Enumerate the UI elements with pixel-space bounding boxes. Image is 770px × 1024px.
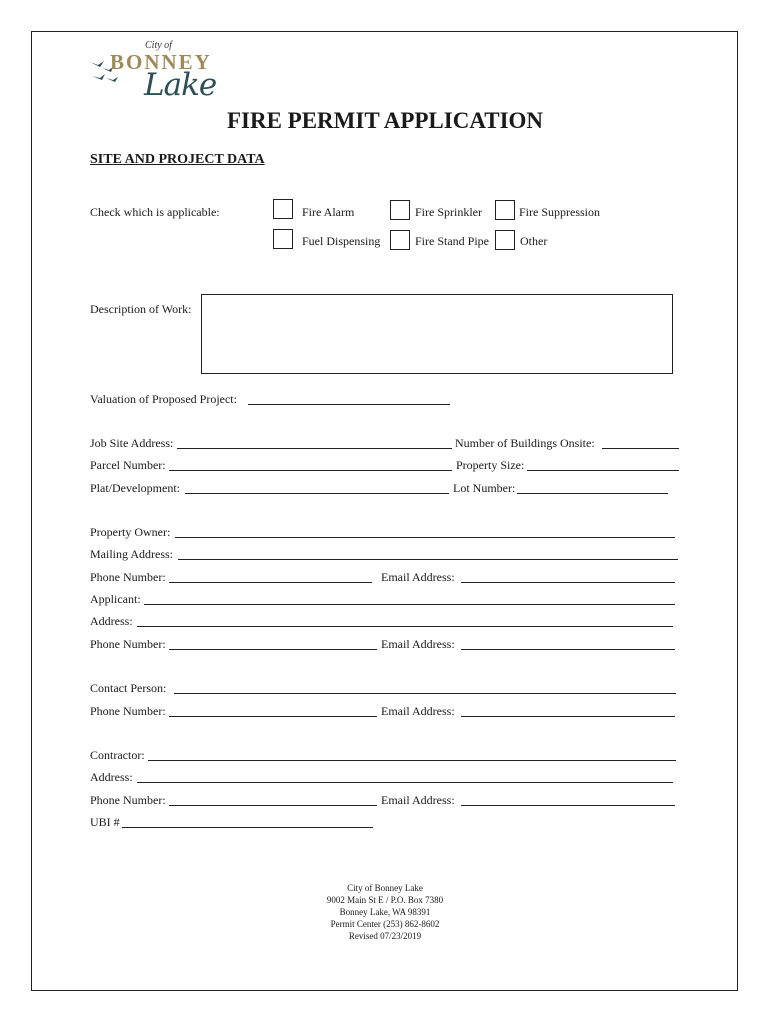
contractor-phone-field[interactable] <box>169 805 377 806</box>
form-page-border <box>31 31 738 991</box>
footer-line: 9002 Main St E / P.O. Box 7380 <box>326 895 444 905</box>
footer-line: Bonney Lake, WA 98391 <box>339 907 431 917</box>
footer <box>0 882 770 942</box>
contractor-address-field[interactable] <box>137 782 673 783</box>
checkbox-fire-suppression-label: Fire Suppression <box>519 205 600 219</box>
checkbox-fuel-dispensing[interactable] <box>273 229 293 249</box>
applicant-field[interactable] <box>144 604 675 605</box>
contact-email-label: Email Address: <box>381 704 455 718</box>
contact-email-field[interactable] <box>461 716 675 717</box>
owner-phone-label: Phone Number: <box>90 570 166 584</box>
property-owner-label: Property Owner: <box>90 525 171 539</box>
owner-email-field[interactable] <box>461 582 675 583</box>
checkbox-fire-alarm[interactable] <box>273 199 293 219</box>
mailing-address-label: Mailing Address: <box>90 547 173 561</box>
property-size-label: Property Size: <box>456 458 525 472</box>
applicant-address-field[interactable] <box>137 626 673 627</box>
valuation-label: Valuation of Proposed Project: <box>90 392 237 406</box>
applicant-phone-field[interactable] <box>169 649 377 650</box>
applicant-phone-label: Phone Number: <box>90 637 166 651</box>
ubi-label: UBI # <box>90 815 120 829</box>
footer-line: Permit Center (253) 862-8602 <box>330 919 440 929</box>
checkbox-fire-alarm-label: Fire Alarm <box>302 205 355 219</box>
job-site-address-field[interactable] <box>177 448 452 449</box>
contact-phone-field[interactable] <box>169 716 377 717</box>
lot-number-field[interactable] <box>517 493 668 494</box>
logo-city-of: City of <box>145 40 172 51</box>
applicant-email-field[interactable] <box>461 649 675 650</box>
job-site-address-label: Job Site Address: <box>90 436 174 450</box>
footer-line: City of Bonney Lake <box>347 883 423 893</box>
number-of-buildings-field[interactable] <box>602 448 679 449</box>
contractor-address-label: Address: <box>90 770 133 784</box>
plat-development-field[interactable] <box>185 493 449 494</box>
checkbox-fire-stand-pipe-label: Fire Stand Pipe <box>415 234 489 248</box>
contact-phone-label: Phone Number: <box>90 704 166 718</box>
checkbox-fire-sprinkler[interactable] <box>390 200 410 220</box>
parcel-number-field[interactable] <box>169 470 452 471</box>
contractor-field[interactable] <box>148 760 676 761</box>
checkbox-fire-suppression[interactable] <box>495 200 515 220</box>
property-size-field[interactable] <box>527 470 679 471</box>
mailing-address-field[interactable] <box>178 559 678 560</box>
contractor-label: Contractor: <box>90 748 145 762</box>
footer-line: Revised 07/23/2019 <box>348 931 422 941</box>
contact-person-field[interactable] <box>174 693 676 694</box>
lot-number-label: Lot Number: <box>453 481 516 495</box>
checkbox-fuel-dispensing-label: Fuel Dispensing <box>302 234 381 248</box>
contractor-email-label: Email Address: <box>381 793 455 807</box>
contractor-email-field[interactable] <box>461 805 675 806</box>
property-owner-field[interactable] <box>175 537 675 538</box>
checkbox-fire-stand-pipe[interactable] <box>390 230 410 250</box>
valuation-field[interactable] <box>248 404 450 405</box>
logo-bonney: BONNEY <box>110 50 212 74</box>
applicant-address-label: Address: <box>90 614 133 628</box>
check-prompt: Check which is applicable: <box>90 205 220 219</box>
page-title: FIRE PERMIT APPLICATION <box>226 108 544 133</box>
plat-development-label: Plat/Development: <box>90 481 180 495</box>
section-title: SITE AND PROJECT DATA <box>90 152 265 167</box>
checkbox-fire-sprinkler-label: Fire Sprinkler <box>415 205 482 219</box>
description-label: Description of Work: <box>90 302 192 316</box>
number-of-buildings-label: Number of Buildings Onsite: <box>455 436 595 450</box>
contractor-phone-label: Phone Number: <box>90 793 166 807</box>
contact-person-label: Contact Person: <box>90 681 167 695</box>
owner-email-label: Email Address: <box>381 570 455 584</box>
owner-phone-field[interactable] <box>169 582 372 583</box>
logo-lake: Lake <box>144 67 217 103</box>
description-field[interactable] <box>201 294 673 374</box>
checkbox-other-label: Other <box>520 234 548 248</box>
city-logo <box>88 40 228 103</box>
checkbox-other[interactable] <box>495 230 515 250</box>
applicant-label: Applicant: <box>90 592 141 606</box>
parcel-number-label: Parcel Number: <box>90 458 166 472</box>
ubi-field[interactable] <box>122 827 373 828</box>
applicant-email-label: Email Address: <box>381 637 455 651</box>
